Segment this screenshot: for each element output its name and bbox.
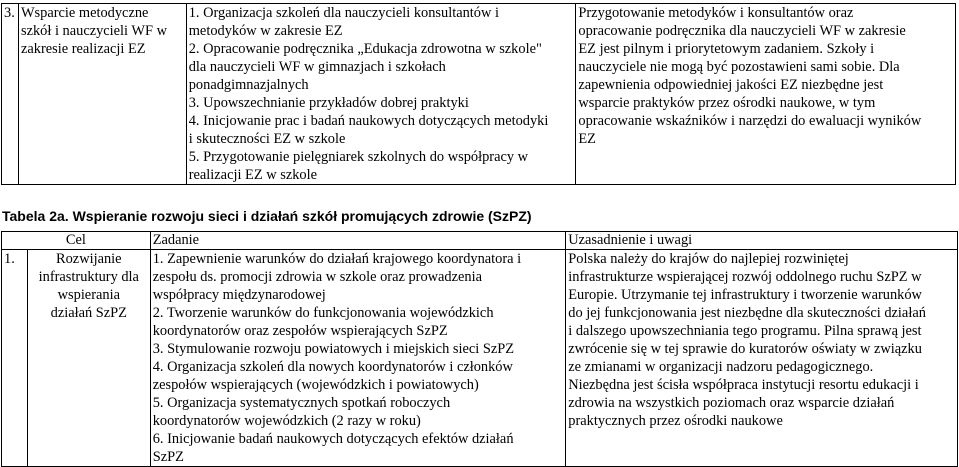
uzasadnienie-line: praktycznych przez ośrodki naukowe [568,413,783,429]
zadanie-line: 1. Organizacja szkoleń dla nauczycieli konsultantów i [188,5,499,21]
zadanie-line: dla nauczycieli WF w gimnazjach i szkołach [188,59,446,75]
uzasadnienie-line: ze zmianami w organizacji nadzoru pedagogicznego. [568,359,874,375]
header-zadanie: Zadanie [150,232,566,250]
zadanie-line: 4. Organizacja szkoleń dla nowych koordynatorów i członków [152,359,513,375]
cel-line: infrastruktury dla [38,269,139,285]
uzasadnienie-line: zdrowia na wszystkich poziomach oraz wsparcie działań [568,395,895,411]
zadanie-line: 4. Inicjowanie prac i badań naukowych dotyczących metodyki [188,113,549,129]
table-row [2,250,958,467]
uzasadnienie-line: infrastrukturze wspierającej rozwój oddolnego ruchu SzPZ w [568,269,922,285]
uzasadnienie-line: opracowanie wskaźników i narzędzi do ewaluacji wyników [578,113,922,129]
uzasadnienie-line: opracowanie podręcznika dla nauczycieli WF w zakresie [578,23,906,39]
uzasadnienie-cell [566,250,958,467]
zadanie-line: koordynatorów wojewódzkich (2 razy w roku) [152,413,421,429]
uzasadnienie-cell [576,4,956,185]
uzasadnienie-line: zwrócenie się w tej sprawie do kuratorów oświaty w związku [568,341,922,357]
zadanie-line: koordynatorów oraz zespołów wspierających SzPZ [152,323,448,339]
caption-title: Wspieranie rozwoju sieci i działań szkół promujących zdrowie (SzPZ) [72,208,532,224]
zadanie-cell [150,250,566,467]
header-uzasadnienie: Uzasadnienie i uwagi [566,232,958,250]
uzasadnienie-line: zapewnienia odpowiedniej jakości EZ niezbędne jest [578,77,884,93]
zadanie-line: 2. Tworzenie warunków do funkcjonowania wojewódzkich [152,305,494,321]
header-cel: Cel [2,232,151,250]
zadanie-line: 1. Zapewnienie warunków do działań krajowego koordynatora i [152,251,522,267]
uzasadnienie-line: wsparcie praktyków przez ośrodki naukowe, w tym [578,95,876,111]
zadanie-line: ponadgimnazjalnych [188,77,309,93]
caption-label: Tabela 2a. [2,208,69,224]
zadanie-cell [186,4,576,185]
table-header-row [2,232,958,250]
uzasadnienie-line: nauczyciele nie mogą być pozostawieni sami sobie. Dla [578,59,900,75]
uzasadnienie-line: Europie. Utrzymanie tej infrastruktury i tworzenie warunków [568,287,922,303]
table-sieci-szpz [1,231,958,467]
zadanie-line: zespołów wspierających (wojewódzkich i powiatowych) [152,377,479,393]
zadanie-line: zespołu ds. promocji zdrowia w szkole oraz prowadzenia [152,269,482,285]
zadanie-line: realizacji EZ w szkole [188,167,317,183]
table-wsparcie-metodyczne [1,3,956,185]
zadanie-line: 6. Inicjowanie badań naukowych dotyczących efektów działań [152,431,514,447]
zadanie-line: 2. Opracowanie podręcznika „Edukacja zdrowotna w szkole" [188,41,542,57]
row-number: 3. [2,4,19,185]
uzasadnienie-line: i dalszego upowszechniania tego programu. Pilna sprawą jest [568,323,922,339]
zadanie-line: metodyków w zakresie EZ [188,23,343,39]
cel-line: działań SzPZ [50,305,127,321]
zadanie-line: 3. Stymulowanie rozwoju powiatowych i miejskich sieci SzPZ [152,341,515,357]
zadanie-line: 5. Przygotowanie pielęgniarek szkolnych do współpracy w [188,149,529,165]
zadanie-line: 5. Organizacja systematycznych spotkań roboczych [152,395,451,411]
uzasadnienie-line: do jej funkcjonowania jest niezbędne dla skuteczności działań [568,305,926,321]
cel-line: szkół i nauczycieli WF w [20,23,167,39]
zadanie-line: 3. Upowszechnianie przykładów dobrej praktyki [188,95,469,111]
zadanie-line: i skuteczności EZ w szkole [188,131,346,147]
cel-line: wspierania [57,287,120,303]
uzasadnienie-line: EZ [578,131,596,147]
zadanie-line: SzPZ [152,449,184,465]
cel-line: Rozwijanie [56,251,122,267]
row-number: 1. [2,250,28,467]
cel-line: Wsparcie metodyczne [20,5,149,21]
table-row [2,4,956,185]
uzasadnienie-line: Polska należy do krajów do najlepiej rozwiniętej [568,251,849,267]
table-caption [2,208,532,224]
cel-line: zakresie realizacji EZ [20,41,146,57]
cel-cell [27,250,150,467]
zadanie-line: współpracy międzynarodowej [152,287,326,303]
uzasadnienie-line: Niezbędna jest ścisła współpraca instytucji resortu edukacji i [568,377,919,393]
uzasadnienie-line: Przygotowanie metodyków i konsultantów oraz [578,5,854,21]
uzasadnienie-line: EZ jest pilnym i priorytetowym zadaniem. Szkoły i [578,41,875,57]
cel-cell [18,4,186,185]
